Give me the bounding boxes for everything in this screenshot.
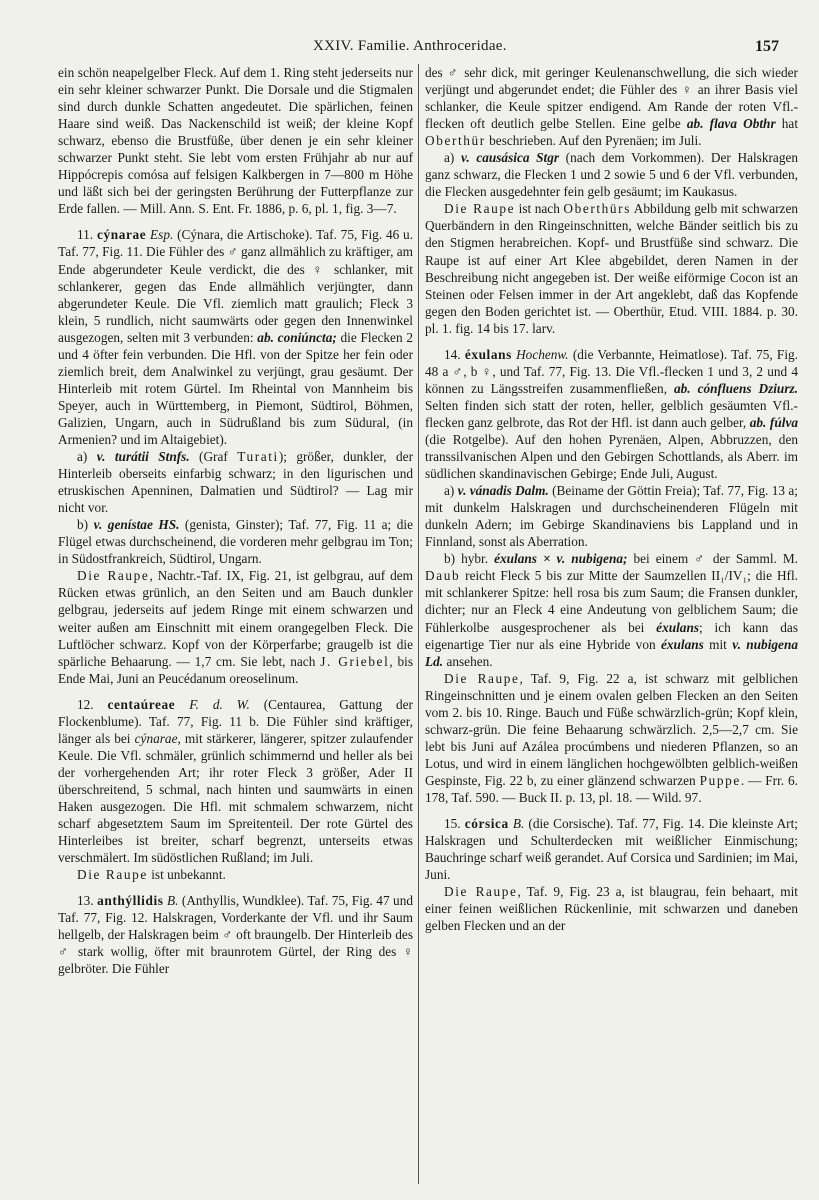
species-reference: éxulans bbox=[660, 636, 704, 652]
species-entry-exulans bbox=[425, 346, 798, 482]
entry-text: ist unbekannt. bbox=[151, 867, 226, 883]
person-name: Daub bbox=[425, 568, 461, 584]
entry-number: 13. bbox=[77, 893, 94, 909]
entry-text: ; ich kann das eigenartige Tier nur als eine Hybride von bbox=[425, 619, 799, 652]
entry-text: ansehen. bbox=[446, 653, 493, 669]
species-author: Hochenw. bbox=[516, 346, 569, 362]
entry-text: hat bbox=[781, 116, 799, 132]
entry-text: , Taf. 9, Fig. 22 a, ist schwarz mit gelblichen Ringeinschnitten und je einem ovalen gelben Flecken an den Seiten vom 2. bis 10. Ringe. Bauch und Füße schwärzlich-grün; Kopf klein, schwarz-grün. Die feine Behaarung schwärzlich. 2,5—2,7 cm. Sie lebt bis Juni auf Azálea procúmbens und niederen Pflanzen, so an Lotus, und wird in einem länglichen hochgewölbten gelblich-weißen Gespinste, Fig. 22 b, zu einer glänzend schwarzen bbox=[425, 670, 798, 788]
larva-description bbox=[58, 567, 413, 686]
species-reference: v. nubigena Ld. bbox=[425, 636, 798, 669]
entry-text: (die Corsische). Taf. 77, Fig. 14. Die kleinste Art; Halskragen und Schulterdecken mit weißlicher Einmischung; Bauchringe scharf weiß gerandet. Auf Corsica und Sardinien; im Mai, Juni. bbox=[425, 816, 798, 883]
raupe-heading: Die Raupe bbox=[444, 201, 516, 217]
hybrid-name: éxulans × v. nubigena; bbox=[494, 551, 628, 567]
right-column bbox=[425, 64, 798, 934]
hybrid-entry bbox=[425, 550, 798, 669]
variety-label: b) hybr. bbox=[444, 551, 489, 567]
raupe-heading: Die Raupe bbox=[77, 867, 148, 883]
variety-entry bbox=[425, 149, 798, 200]
puppe-word: Puppe bbox=[699, 772, 741, 788]
species-name: cýnarae bbox=[96, 227, 147, 243]
variety-entry bbox=[58, 448, 413, 516]
raupe-heading: Die Raupe bbox=[444, 884, 518, 900]
entry-text: mit bbox=[709, 636, 727, 652]
entry-text: des ♂ sehr dick, mit geringer Keulenanschwellung, die sich wieder verjüngt und abgerundet endet; die Fühler des ♀ an ihrer Basis viel schlanker, die Keule spitzer endigend. Am Rande der roten Vfl.-flecken oft deutlich gelbe Stellen. Eine gelbe bbox=[425, 65, 798, 132]
entry-number: 14. bbox=[444, 346, 461, 362]
paragraph-continuation: ein schön neapelgelber Fleck. Auf dem 1. Ring steht jederseits nur ein sehr kleiner schwarzer Punkt. Die Dorsale und die Stigmalen sind durch dunkle Schatten angedeutet. Die spärlichen, feinen Haare sind weiß. Das Nackenschild ist weiß; der kleine Kopf schwarz, ebenso die Brustfüße, über denen je ein sehr kleiner schwarzer Punkt steht. Sie lebt vom ersten Frühjahr ab nur auf Hippócrepis comósa auf felsigen Kalkbergen in 7—800 m Höhe und läßt sich bei der geringsten Berührung der Futterpflanze zur Erde fallen. — Mill. Ann. S. Ent. Fr. 1886, p. 6, pl. 1, fig. 3—7. bbox=[58, 65, 413, 217]
entry-text: , mit stärkerer, längerer, spitzer zulaufender Keule. Die Vfl. schmäler, grünlich schimmernd und heller als bei der vorhergehenden Art; ihr roter Fleck 3 größer, Ader II überschreitend, 5 schmal, nach hinten und saumwärts in einen Haken ausgezogen. Die Hfl. mit schmalem schwarzem, nicht scharf abgesetztem Saum im Spreitenteil. Der rote Gürtel des Hinterleibes ist breiter, scharf begrenzt, unterseits etwas verschmälert. Im südöstlichen Rußland; im Juli. bbox=[58, 730, 414, 866]
variety-name: v. genístae HS. bbox=[93, 517, 180, 533]
aberration-name: ab. flava Obthr bbox=[686, 116, 776, 132]
entry-number: 15. bbox=[444, 816, 461, 832]
entry-text: reicht Fleck 5 bis zur Mitte der Saumzellen II₁/IV₁; die Hfl. mit schlankerer Spitze: hell rosa bis zum Saum; die Fransen dunkler, dichter; nur an Fleck 4 eine Andeutung von gelblichem Saum; die Fühlerkolbe ausgesprochener als bei bbox=[425, 568, 799, 635]
entry-text: (Graf bbox=[199, 449, 228, 465]
species-author: B. bbox=[167, 893, 179, 909]
variety-label: a) bbox=[444, 483, 455, 499]
species-entry-corsica bbox=[425, 815, 798, 883]
species-reference: éxulans bbox=[656, 619, 700, 635]
person-name: Turati bbox=[237, 449, 279, 465]
species-name: éxulans bbox=[464, 346, 512, 362]
variety-label: a) bbox=[444, 150, 455, 166]
species-entry-centaureae bbox=[58, 696, 413, 866]
entry-text: bei einem ♂ der Samml. M. bbox=[633, 551, 799, 567]
variety-entry bbox=[58, 516, 413, 567]
variety-label: a) bbox=[77, 449, 88, 465]
left-column bbox=[58, 64, 413, 977]
page-number: 157 bbox=[755, 38, 779, 55]
entry-text: (Centaurea, Gattung der Flockenblume). Taf. 77, Fig. 11 b. Die Fühler sind kräftiger, länger als bei bbox=[58, 696, 413, 746]
species-author: B. bbox=[512, 816, 525, 832]
variety-name: v. vánadis Dalm. bbox=[457, 483, 549, 499]
entry-text: (genista, Ginster); Taf. 77, Fig. 11 a; die Flügel etwas durchscheinend, die vorderen mehr gelbgrau im Ton; in Südostfrankreich, Südtirol, Ungarn. bbox=[58, 517, 413, 567]
person-name: Oberthürs bbox=[563, 201, 631, 217]
entry-text: . — Frr. 6. 178, Taf. 590. — Buck II. p. 13, pl. 18. — Wild. 97. bbox=[425, 772, 798, 805]
aberration-name: ab. fúlva bbox=[749, 414, 798, 430]
entry-text: Selten finden sich statt der roten, heller, gelblich gesäumten Vfl.-flecken ganz gelbrote, das Rot der Hfl. ist dann auch gelber, bbox=[425, 397, 798, 430]
entry-number: 11. bbox=[77, 227, 94, 243]
larva-description bbox=[425, 200, 798, 336]
entry-text: die Flecken 2 und 4 öfter fein verbunden. Die Hfl. von der Spitze her fein oder ziemlich breit, dem Analwinkel zu verjüngt, grau gesäumt. Der Hinterleib mit rotem Gürtel. Im Rheintal von Mannheim bis Speyer, auch in Württemberg, in Piemont, Südtirol, Böhmen, Galizien, Ungarn, auch in Südrußland bis zum Südural, (in Armenien? und im Altaigebiet). bbox=[58, 329, 413, 447]
entry-text: (die Rotgelbe). Auf den hohen Pyrenäen, Alpen, Abbruzzen, den transsilvanischen Alpen und den Gebirgen Schottlands, als Aberr. im südlichen skandinavischen Gebirge; Ende Juli, August. bbox=[425, 431, 798, 482]
entry-text: , bis Ende Mai, Juni an Peucédanum oreoselinum. bbox=[58, 653, 414, 686]
entry-text: (Cýnara, die Artischoke). Taf. 75, Fig. 46 u. Taf. 77, Fig. 11. Die Fühler des ♂ ganz allmählich zu kräftiger, am Ende abgerundeter Keule verdickt, die des ♀ schlanker, mit schlankerer, gegen das Ende allmählich verjüngter, dann abgerundeter Keule. Die Vfl. ziemlich matt graulich; Fleck 3 klein, 5 rundlich, nicht saumwärts oder gegen den Innenwinkel ausgezogen, selten mit 3 verbunden: bbox=[58, 227, 414, 345]
larva-description bbox=[58, 866, 413, 883]
species-reference: cýnarae bbox=[134, 730, 178, 746]
species-author: F. d. W. bbox=[189, 696, 250, 712]
entry-text: , Taf. 9, Fig. 23 a, ist blaugrau, fein behaart, mit einer feinen weißlichen Rückenlinie, mit schwarzen und daneben gelben Flecken und an der bbox=[425, 884, 798, 934]
variety-entry bbox=[425, 482, 798, 550]
species-name: córsica bbox=[464, 816, 509, 832]
entry-text: beschrieben. Auf den Pyrenäen; im Juli. bbox=[489, 133, 702, 149]
running-title: XXIV. Familie. Anthroceridae. bbox=[313, 38, 507, 54]
species-entry-anthyllidis bbox=[58, 892, 413, 977]
paragraph-continuation bbox=[425, 64, 798, 149]
species-entry-cynarae bbox=[58, 226, 413, 448]
page-header bbox=[58, 38, 779, 60]
entry-text: ist nach bbox=[518, 201, 560, 217]
species-name: centaúreae bbox=[107, 696, 176, 712]
variety-label: b) bbox=[77, 517, 89, 533]
larva-description bbox=[425, 883, 798, 934]
person-name: J. Griebel bbox=[320, 653, 390, 669]
column-divider bbox=[418, 64, 419, 1184]
variety-name: v. turátii Stnfs. bbox=[96, 449, 190, 465]
raupe-heading: Die Raupe bbox=[77, 568, 150, 584]
entry-text: (Beiname der Göttin Freia); Taf. 77, Fig. 13 a; mit dunkelm Halskragen und durchscheinenderen Flügeln mit dunkeln Adern; im Gebirge Skandinaviens bis Lappland und in Finnland, sonst als Aberration. bbox=[425, 483, 798, 550]
entry-text: Abbildung gelb mit schwarzen Querbändern in den Ringeinschnitten, welche Bänder seitlich bis zu den Stigmen herabreichen. Kopf- und Brustfüße sind schwarz. Die Raupe ist auf einer Art Klee abgebildet, deren Namen in der Beschreibung nicht angegeben ist. Der weiße eiförmige Cocon ist an Steinen oder Felsen immer in der Art angeklebt, daß das Kopfende gegen den Boden gerichtet ist. — Oberthür, Etud. VIII. 1884. p. 30. pl. 1. fig. 14 bis 17. larv. bbox=[425, 201, 799, 336]
person-name: Oberthür bbox=[425, 133, 486, 149]
aberration-name: ab. cónfluens Dziurz. bbox=[674, 380, 799, 396]
variety-name: v. causásica Stgr bbox=[460, 150, 560, 166]
entry-text: (die Verbannte, Heimatlose). Taf. 75, Fig. 48 a ♂, b ♀, und Taf. 77, Fig. 13. Die Vfl.-flecken 1 und 3, 2 und 4 können zu Längsstreifen zusammenfließen, bbox=[425, 346, 798, 396]
entry-text: (nach dem Vorkommen). Der Halskragen ganz schwarz, die Flecken 1 und 2 sowie 5 und 6 der Vfl. verbunden, die Flecken ausgedehnter fein gelb gesäumt; im Kaukasus. bbox=[425, 150, 799, 200]
raupe-heading: Die Raupe bbox=[444, 670, 520, 686]
species-author: Esp. bbox=[150, 227, 174, 243]
entry-number: 12. bbox=[77, 696, 94, 712]
larva-description bbox=[425, 670, 798, 806]
entry-text: (Anthyllis, Wundklee). Taf. 75, Fig. 47 und Taf. 77, Fig. 12. Halskragen, Vorderkante der Vfl. und ihr Saum hellgelb, der Halskragen beim ♂ oft braungelb. Der Hinterleib des ♂ stark wollig, öfter mit braunrotem Gürtel, der Ring des ♀ gelbröter. Die Fühler bbox=[58, 893, 413, 977]
aberration-name: ab. coniúncta; bbox=[257, 329, 337, 345]
entry-text: , Nachtr.-Taf. IX, Fig. 21, ist gelbgrau, auf dem Rücken etwas grünlich, an den Seiten und am Bauch dunkler gelbgrau, jederseits auf jedem Ringe mit einem schwarzen und weiter außen am Einschnitt mit einem orangegelben Fleck. Die Luftlöcher schwarz. Kopf von der Körperfarbe; graugelb ist die spärliche Behaarung. — 1,7 cm. Sie lebt, nach bbox=[58, 568, 413, 669]
entry-text: ); größer, dunkler, der Hinterleib oberseits einfarbig schwarz; in den ligurischen und etruskischen Apenninen, Dalmatien und Südtirol? — Lag mir nicht vor. bbox=[58, 449, 413, 516]
species-name: anthýllidis bbox=[97, 893, 164, 909]
